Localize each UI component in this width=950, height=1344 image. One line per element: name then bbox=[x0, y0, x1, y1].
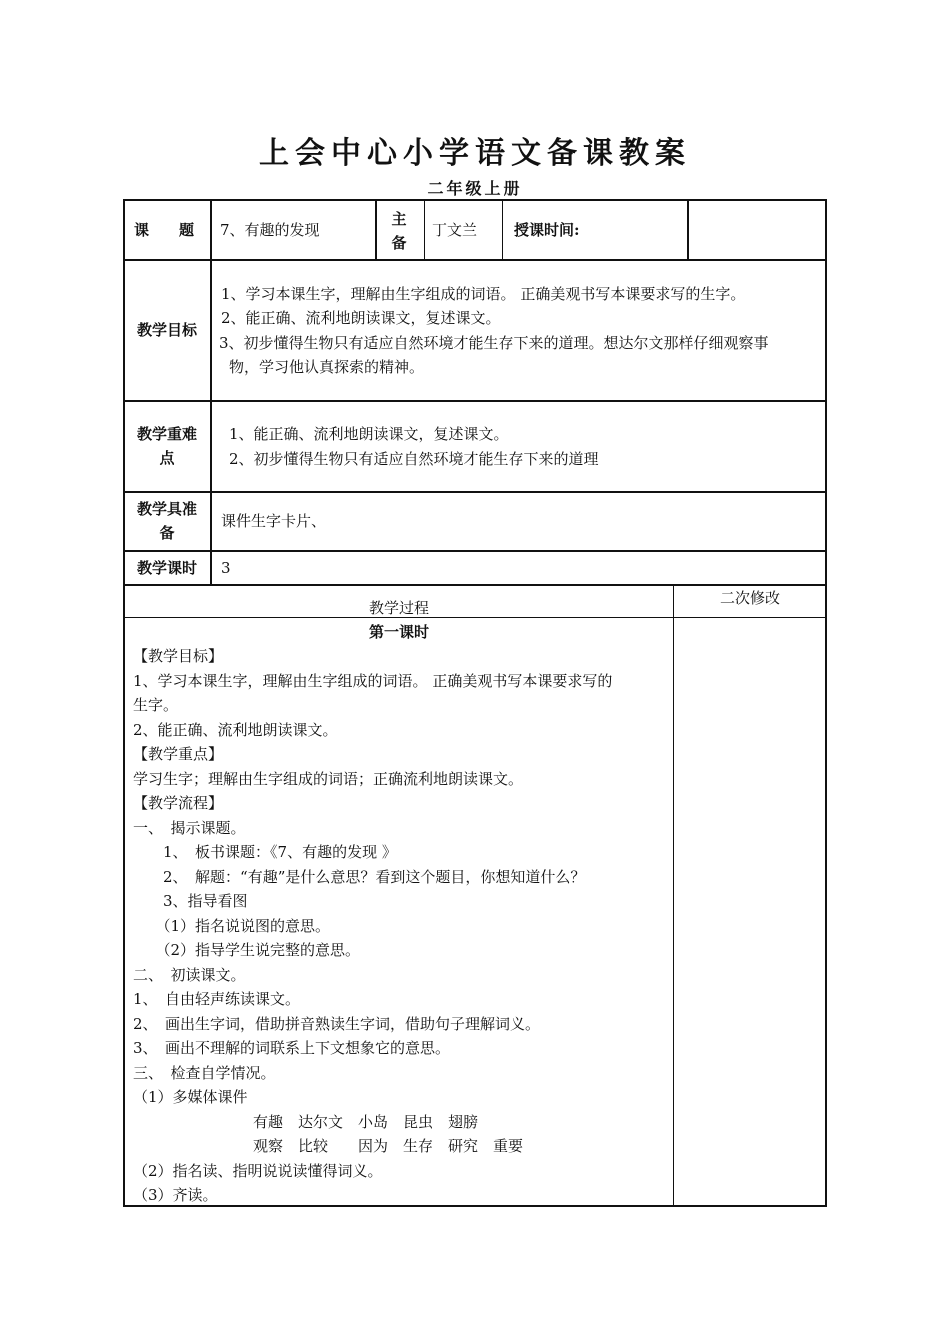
goals-item: 1、学习本课生字，理解由生字组成的词语。 正确美观书写本课要求写的生字。 bbox=[221, 285, 746, 303]
preparation-label: 教学具准 备 bbox=[136, 500, 197, 542]
process-line: 【教学目标】 bbox=[133, 647, 224, 665]
info-column-divider bbox=[424, 199, 425, 260]
process-line: 【教学流程】 bbox=[133, 794, 224, 812]
process-line: 三、 检查自学情况。 bbox=[133, 1063, 276, 1082]
info-column-divider bbox=[502, 199, 503, 260]
revision-header: 二次修改 bbox=[719, 589, 780, 607]
author-value: 丁文兰 bbox=[432, 221, 478, 239]
process-line: （1）指名说说图的意思。 bbox=[133, 916, 331, 935]
teaching-time-value[interactable] bbox=[698, 218, 818, 242]
revision-column-divider bbox=[673, 585, 674, 1207]
process-line: 1、学习本课生字，理解由生字组成的词语。 正确美观书写本课要求写的 bbox=[133, 671, 613, 690]
process-line: 1、 自由轻声练读课文。 bbox=[133, 990, 301, 1008]
process-line: 观察 比较 因为 生存 研究 重要 bbox=[133, 1137, 524, 1155]
process-header: 教学过程 bbox=[368, 599, 429, 617]
topic-value: 7、有趣的发现 bbox=[220, 221, 320, 239]
process-line: 1、 板书课题：《7、有趣的发现 》 bbox=[133, 843, 397, 861]
document-title: 上会中心小学语文备课教案 bbox=[259, 136, 691, 171]
process-line: 生字。 bbox=[133, 696, 179, 714]
difficulties-item: 2、初步懂得生物只有适应自然环境才能生存下来的道理 bbox=[229, 450, 599, 468]
topic-label: 课 题 bbox=[134, 221, 195, 239]
process-line: 2、能正确、流利地朗读课文。 bbox=[133, 720, 338, 739]
row-divider bbox=[123, 491, 827, 493]
process-line: 一、 揭示课题。 bbox=[133, 818, 246, 837]
teaching-time-label: 授课时间: bbox=[514, 221, 580, 239]
row-divider bbox=[123, 259, 827, 261]
process-line: 【教学重点】 bbox=[133, 745, 224, 763]
label-column-divider bbox=[210, 199, 212, 585]
process-line: 2、 解题：“有趣”是什么意思？看到这个题目，你想知道什么？ bbox=[133, 867, 586, 886]
goals-label: 教学目标 bbox=[136, 321, 197, 339]
row-divider bbox=[123, 550, 827, 552]
preparation-value: 课件生字卡片、 bbox=[221, 512, 327, 530]
process-line: 2、 画出生字词，借助拼音熟读生字词，借助句子理解词义。 bbox=[133, 1014, 541, 1033]
author-label: 主 备 bbox=[391, 210, 407, 252]
lesson-title: 第一课时 bbox=[368, 623, 429, 641]
process-line: （3）齐读。 bbox=[133, 1186, 218, 1204]
process-line: 二、 初读课文。 bbox=[133, 965, 246, 984]
difficulties-item: 1、能正确、流利地朗读课文，复述课文。 bbox=[229, 425, 509, 443]
process-line: （2）指名读、指明说说读懂得词义。 bbox=[133, 1161, 383, 1180]
goals-item: 3、初步懂得生物只有适应自然环境才能生存下来的道理。想达尔文那样仔细观察事 bbox=[219, 334, 769, 352]
process-lines bbox=[133, 644, 669, 1208]
document-subtitle bbox=[0, 176, 950, 199]
process-line: 3、指导看图 bbox=[133, 892, 248, 910]
info-column-divider bbox=[687, 199, 689, 260]
goals-item: 2、能正确、流利地朗读课文，复述课文。 bbox=[221, 309, 501, 327]
process-line: （2）指导学生说完整的意思。 bbox=[133, 941, 361, 959]
process-line: 有趣 达尔文 小岛 昆虫 翅膀 bbox=[133, 1112, 479, 1131]
info-column-divider bbox=[375, 199, 377, 260]
process-line: 3、 画出不理解的词联系上下文想象它的意思。 bbox=[133, 1039, 451, 1057]
process-line: （1）多媒体课件 bbox=[133, 1088, 248, 1106]
goals-item: 物，学习他认真探索的精神。 bbox=[229, 358, 425, 376]
difficulties-label: 教学重难 点 bbox=[136, 425, 197, 467]
hours-value: 3 bbox=[221, 559, 231, 577]
hours-label: 教学课时 bbox=[136, 559, 197, 577]
row-divider bbox=[123, 400, 827, 402]
subtitle-text: 二年级上册 bbox=[427, 179, 523, 198]
process-line: 学习生字；理解由生字组成的词语；正确流利地朗读课文。 bbox=[133, 769, 524, 788]
